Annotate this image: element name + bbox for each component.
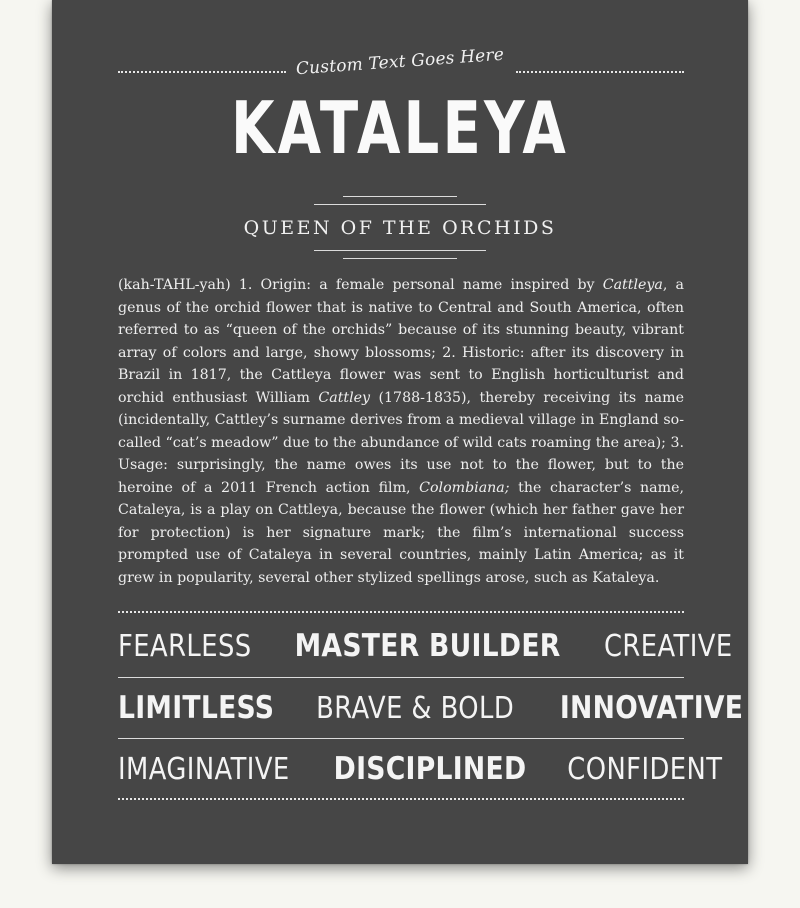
- definition-italic-cattleya: Cattleya: [602, 277, 663, 293]
- trait-word: CREATIVE: [603, 628, 733, 664]
- trait-word: DISCIPLINED: [333, 751, 526, 787]
- custom-text-script: Custom Text Goes Here: [295, 44, 505, 80]
- definition-italic-colombiana: Colombiana;: [419, 479, 510, 496]
- name-underline-long: [314, 204, 486, 205]
- trait-word: CONFIDENT: [566, 751, 723, 787]
- definition-text: the character’s name, Cataleya, is a play on Cattleya, because the flower (which her father gave her for protection) is her signature mark; the film’s international success prompted use of Cataleya in several countries, mainly Latin America; as it grew in popularity, several other stylized spellings arose, such as Kataleya.: [118, 479, 684, 586]
- name-title: KATALEYA: [231, 86, 569, 170]
- trait-word: IMAGINATIVE: [118, 751, 290, 787]
- traits-top-dotted-divider: [118, 611, 684, 613]
- traits-rule-2: [118, 738, 684, 739]
- trait-word: MASTER BUILDER: [294, 628, 561, 664]
- trait-word: BRAVE & BOLD: [315, 690, 514, 726]
- top-right-dotted-divider: [516, 71, 684, 73]
- definition-italic-cattley: Cattley: [318, 389, 371, 406]
- trait-word: INNOVATIVE: [559, 690, 744, 726]
- name-poster: [52, 0, 748, 864]
- traits-row-3: [118, 743, 723, 795]
- traits-bottom-dotted-divider: [118, 798, 684, 800]
- name-meaning-subtitle: QUEEN OF THE ORCHIDS: [243, 217, 557, 239]
- subtitle-underline-long: [314, 250, 486, 251]
- definition-text: , a genus of the orchid flower that is native to Central and South America, often referred to as “queen of the orchids” because of its stunning beauty, vibrant array of colors and large, showy blossoms; 2. Historic: after its discovery in Brazil in 1817, the Cattleya flower was sent to English horticulturist and orchid enthusiast William: [118, 277, 684, 406]
- definition-text: (kah-TAHL-yah) 1. Origin: a female personal name inspired by: [118, 277, 603, 293]
- name-definition: [118, 274, 684, 589]
- trait-word: LIMITLESS: [118, 690, 275, 726]
- traits-row-2: [118, 682, 744, 734]
- name-underline-short: [343, 196, 457, 197]
- trait-word: FEARLESS: [118, 628, 252, 664]
- definition-text: (1788-1835), thereby receiving its name (incidentally, Cattley’s surname derives from a medieval village in England so-called “cat’s meadow” due to the abundance of wild cats roaming the area); 3. Usage: surprisingly, the name owes its use not to the flower, but to the heroine of a 2011 French action film,: [118, 389, 684, 496]
- subtitle-underline-short: [343, 258, 457, 259]
- traits-rule-1: [118, 677, 684, 678]
- traits-row-1: [118, 620, 733, 672]
